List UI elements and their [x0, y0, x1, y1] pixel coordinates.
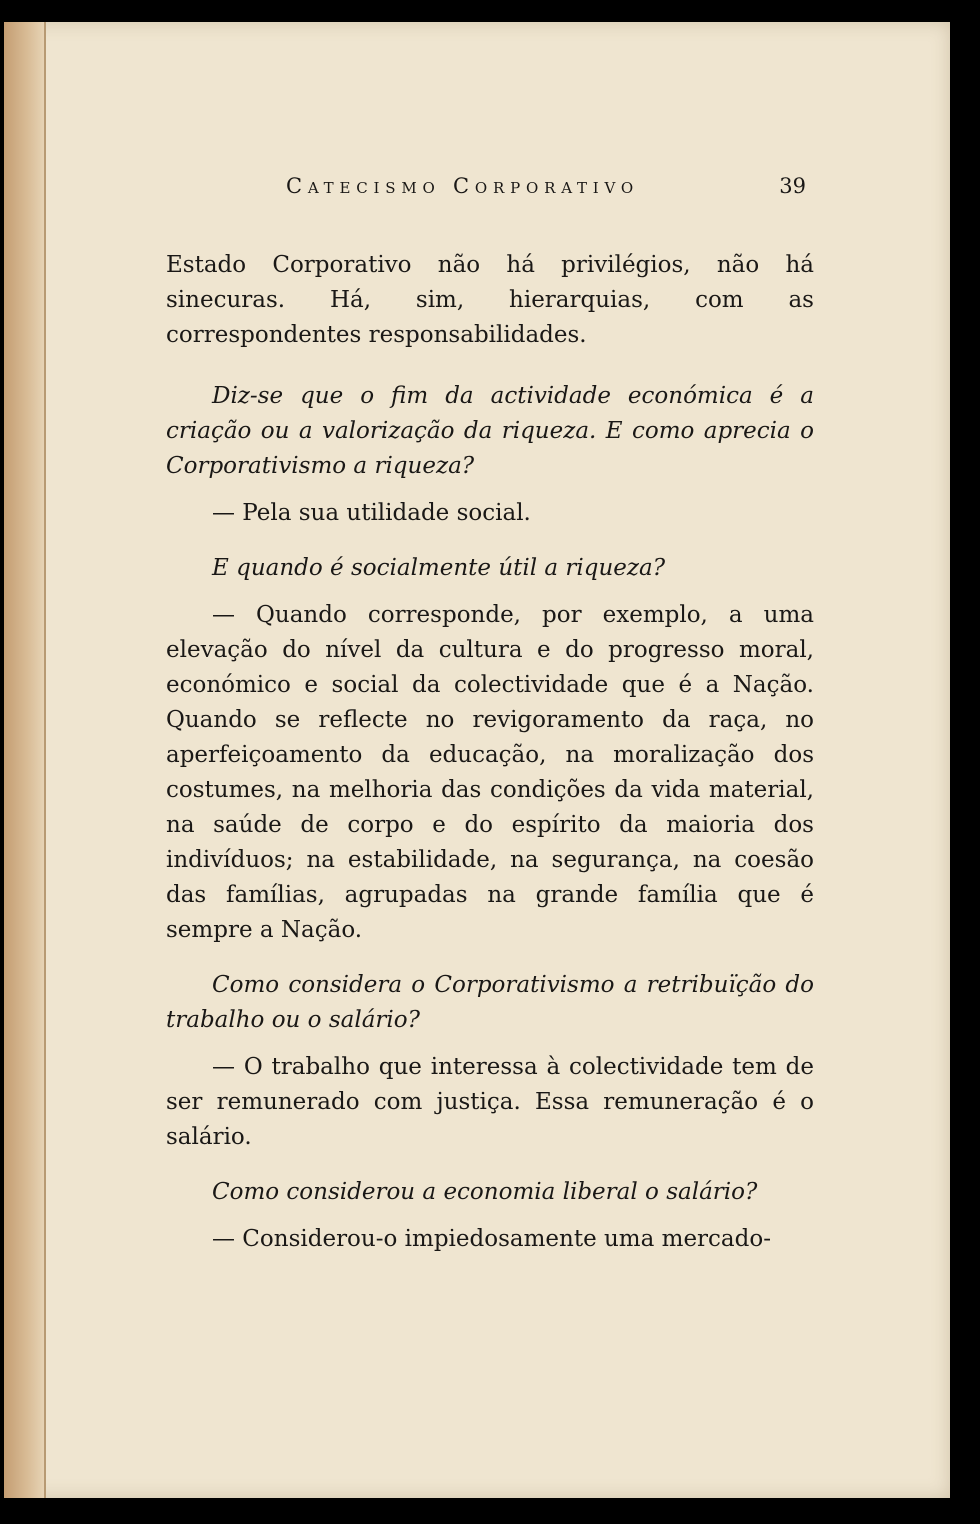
- answer-paragraph: — O trabalho que interessa à colectividade tem de ser remunerado com justiça. Essa remuneração é o salário.: [166, 1054, 814, 1150]
- page-spine-edge: [4, 22, 46, 1498]
- page-header: [286, 174, 806, 208]
- question-paragraph: Como considera o Corporativismo a retribuïção do trabalho ou o salário?: [166, 972, 814, 1033]
- running-title: Catecismo Corporativo: [286, 174, 639, 198]
- book-page: [4, 22, 950, 1498]
- question-paragraph: Diz-se que o fim da actividade económica é a criação ou a valorização da riqueza. E como aprecia o Corporativismo a riqueza?: [166, 383, 814, 479]
- answer-paragraph: Estado Corporativo não há privilégios, não há sinecuras. Há, sim, hierarquias, com as correspondentes responsabilidades.: [166, 252, 814, 348]
- answer-paragraph: — Quando corresponde, por exemplo, a uma elevação do nível da cultura e do progresso moral, económico e social da colectividade que é a Nação. Quando se reflecte no revigoramento da raça, no aperfeiçoamento da educação, na moralização dos costumes, na melhoria das condições da vida material, na saúde de corpo e do espírito da maioria dos indivíduos; na estabilidade, na segurança, na coesão das famílias, agrupadas na grande família que é sempre a Nação.: [166, 602, 814, 943]
- answer-paragraph: — Pela sua utilidade social.: [212, 500, 531, 526]
- page-body-text: [166, 248, 814, 1257]
- question-paragraph: E quando é socialmente útil a riqueza?: [212, 555, 666, 581]
- question-paragraph: Como considerou a economia liberal o salário?: [212, 1179, 758, 1205]
- page-number: 39: [779, 174, 806, 198]
- answer-paragraph: — Considerou-o impiedosamente uma mercado-: [212, 1226, 771, 1252]
